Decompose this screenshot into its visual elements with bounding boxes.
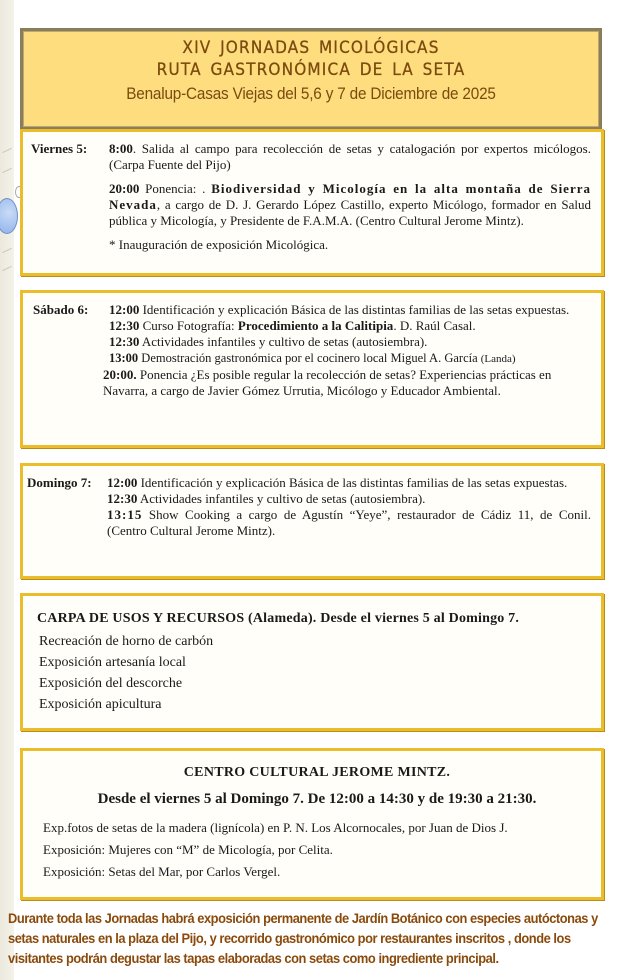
tent-item: Exposición apicultura	[39, 697, 162, 712]
tent-item: Recreación de horno de carbón	[39, 634, 214, 649]
schedule-note: * Inauguración de exposición Micológica.	[109, 237, 329, 252]
entry-text: Show Cooking a cargo de Agustín “Yeye”, restaurador de Cádiz 11, de Conil. (Centro Cultural Jerome Mintz).	[107, 507, 591, 538]
day-label: Domingo 7:	[27, 475, 92, 490]
header-title-line1: XIV JORNADAS MICOLÓGICAS	[182, 38, 440, 58]
schedule-entry	[103, 302, 591, 318]
exhibition-item: Exposición: Mujeres con “M” de Micología, por Celita.	[43, 842, 333, 857]
talk-title: Biodiversidad y Micología en la alta montaña de Sierra Nevada	[109, 181, 591, 212]
entry-time: 12:00	[107, 475, 138, 490]
entry-time: 12:00	[109, 302, 140, 317]
entry-time: 12:30	[107, 491, 138, 506]
edge-mark	[2, 266, 11, 271]
schedule-entry	[103, 367, 591, 399]
entry-text: , a cargo de D. J. Gerardo López Castillo, experto Micólogo, formador en Salud pública y Micología, y Presidente de F.A.M.A. (Centro Cultural Jerome Mintz).	[109, 197, 591, 228]
header-title-line2: RUTA GASTRONÓMICA DE LA SETA	[156, 60, 466, 80]
cultural-center-box	[20, 748, 604, 900]
schedule-entry	[109, 318, 591, 334]
entry-note: (Landa)	[480, 353, 516, 365]
tent-title: CARPA DE USOS Y RECURSOS (Alameda). Desde el viernes 5 al Domingo 7.	[37, 611, 520, 626]
entry-time: 12:30	[109, 318, 140, 333]
day-label: Viernes 5:	[31, 141, 88, 156]
entry-prefix: Ponencia: .	[139, 181, 212, 196]
entry-prefix: Curso Fotografía:	[139, 318, 238, 333]
schedule-entry	[107, 507, 591, 539]
entry-text: Identificación y explicación Básica de las distintas familias de las setas expuestas.	[139, 302, 570, 317]
entry-time: 13:00	[109, 351, 139, 365]
schedule-entry	[109, 350, 591, 367]
center-hours: Desde el viernes 5 al Domingo 7. De 12:00 a 14:30 y de 19:30 a 21:30.	[97, 791, 537, 807]
entry-text: Actividades infantiles y cultivo de setas (autosiembra).	[137, 491, 426, 506]
schedule-entry	[107, 491, 591, 507]
left-page-edge	[0, 0, 14, 980]
exhibition-item: Exposición: Setas del Mar, por Carlos Vergel.	[43, 864, 281, 879]
edge-mark	[2, 168, 11, 173]
entry-text: . D. Raúl Casal.	[393, 318, 476, 333]
exhibition-item: Exp.fotos de setas de la madera (lignícola) en P. N. Los Alcornocales, por Juan de Dios J.	[43, 820, 508, 835]
schedule-entry	[109, 334, 591, 350]
header-subtitle: Benalup-Casas Viejas del 5,6 y 7 de Diciembre de 2025	[126, 84, 496, 103]
sunday-schedule-box	[20, 463, 604, 579]
entry-text: Ponencia ¿Es posible regular la recolección de setas? Experiencias prácticas en Navarra, a cargo de Javier Gómez Urrutia, Micólogo y Educador Ambiental.	[103, 367, 552, 398]
schedule-entry	[109, 181, 591, 229]
entry-time: 20:00.	[103, 367, 137, 382]
event-header	[20, 28, 602, 130]
footer-note: Durante toda las Jornadas habrá exposición permanente de Jardín Botánico con especies autóctonas y setas naturales en la plaza del Pijo, y recorrido gastronómico por restaurantes inscritos , donde los visitantes podrán degustar las tapas elaboradas con setas como ingrediente principal.	[8, 910, 598, 966]
entry-time: 12:30	[109, 334, 140, 349]
entry-text: Actividades infantiles y cultivo de setas (autosiembra).	[139, 334, 428, 349]
edge-mark	[2, 148, 11, 153]
schedule-entry	[107, 475, 591, 491]
entry-time: 20:00	[109, 181, 140, 196]
blue-oval-decoration-icon	[0, 198, 18, 234]
tent-item: Exposición artesanía local	[39, 655, 186, 670]
tent-resources-box	[20, 593, 604, 731]
entry-text: Identificación y explicación Básica de las distintas familias de las setas expuestas.	[137, 475, 568, 490]
entry-text: Demostración gastronómica por el cocinero local Miguel A. García	[138, 351, 481, 365]
friday-schedule-box	[20, 129, 604, 276]
entry-time: 8:00	[109, 141, 133, 156]
edge-mark	[2, 248, 11, 253]
entry-time: 13:15	[107, 507, 143, 522]
day-label: Sábado 6:	[33, 302, 89, 317]
tent-item: Exposición del descorche	[39, 676, 183, 691]
course-title: Procedimiento a la Calitipia	[237, 318, 394, 333]
schedule-entry	[109, 141, 591, 173]
center-title: CENTRO CULTURAL JEROME MINTZ.	[183, 765, 451, 780]
entry-text: . Salida al campo para recolección de setas y catalogación por expertos micólogos. (Carpa Fuente del Pijo)	[109, 141, 591, 172]
saturday-schedule-box	[20, 290, 604, 448]
